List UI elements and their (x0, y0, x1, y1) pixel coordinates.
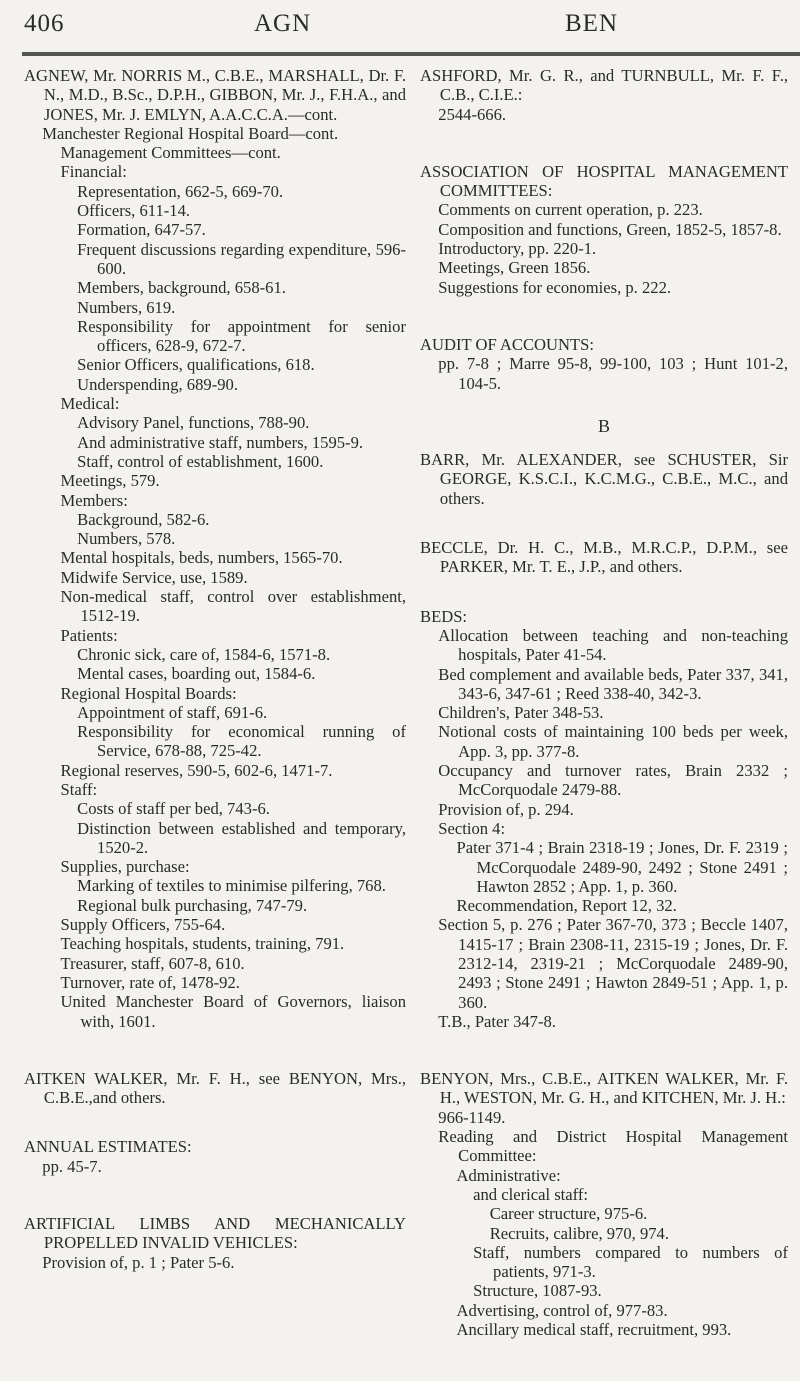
index-subentry: Medical: (60, 394, 120, 414)
index-heading: ARTIFICIAL LIMBS AND MECHANICALLY PROPELLED INVALID VEHICLES: (24, 1214, 406, 1253)
right-index-column (420, 66, 788, 1339)
index-subentry: Midwife Service, use, 1589. (60, 567, 248, 587)
header-rule (22, 52, 800, 56)
index-subentry: Chronic sick, care of, 1584-6, 1571-8. (77, 644, 331, 664)
index-subentry: Recommendation, Report 12, 32. (456, 896, 677, 916)
index-subentry: Numbers, 578. (77, 529, 176, 549)
index-subentry: Mental hospitals, beds, numbers, 1565-70. (60, 548, 343, 568)
index-subentry: Manchester Regional Hospital Board—cont. (42, 123, 339, 143)
index-subentry: Representation, 662-5, 669-70. (77, 181, 284, 201)
index-subentry: Supply Officers, 755-64. (60, 915, 226, 935)
page-number: 406 (24, 10, 65, 37)
index-subentry: Comments on current operation, p. 223. (438, 200, 703, 220)
index-subentry: Notional costs of maintaining 100 beds per week, App. 3, pp. 377-8. (438, 722, 788, 761)
index-heading: BECCLE, Dr. H. C., M.B., M.R.C.P., D.P.M., see PARKER, Mr. T. E., J.P., and others. (420, 538, 788, 577)
index-subentry: Treasurer, staff, 607-8, 610. (60, 953, 245, 973)
entry-spacer (420, 577, 788, 607)
right-guide-word: BEN (565, 10, 618, 37)
index-heading: BENYON, Mrs., C.B.E., AITKEN WALKER, Mr. F. H., WESTON, Mr. G. H., and KITCHEN, Mr. J. H.: (420, 1069, 788, 1108)
index-subentry: Frequent discussions regarding expenditure, 596-600. (77, 239, 406, 278)
index-subentry: Administrative: (456, 1165, 561, 1185)
index-subentry: Staff, numbers compared to numbers of patients, 971-3. (473, 1242, 788, 1282)
index-subentry: Senior Officers, qualifications, 618. (77, 355, 315, 375)
index-subentry: pp. 7-8 ; Marre 95-8, 99-100, 103 ; Hunt 101-2, 104-5. (438, 354, 788, 393)
left-guide-word: AGN (254, 10, 312, 37)
section-letter: B (597, 415, 610, 436)
index-subentry: Members, background, 658-61. (77, 278, 286, 298)
entry-spacer (420, 124, 788, 162)
index-heading: AITKEN WALKER, Mr. F. H., see BENYON, Mrs., C.B.E.,and others. (24, 1068, 406, 1108)
index-subentry: Ancillary medical staff, recruitment, 993. (456, 1320, 732, 1340)
index-subentry: Financial: (60, 162, 127, 182)
index-subentry: Responsibility for economical running of Service, 678-88, 725-42. (77, 722, 406, 761)
index-subentry: United Manchester Board of Governors, liaison with, 1601. (60, 992, 406, 1031)
index-subentry: Regional Hospital Boards: (60, 683, 237, 703)
index-heading: ASSOCIATION OF HOSPITAL MANAGEMENT COMMITTEES: (420, 161, 788, 201)
index-subentry: Occupancy and turnover rates, Brain 2332 ; McCorquodale 2479-88. (438, 761, 788, 800)
index-subentry: Composition and functions, Green, 1852-5, 1857-8. (438, 219, 782, 239)
index-subentry: Suggestions for economies, p. 222. (438, 277, 672, 297)
index-subentry: Meetings, 579. (60, 471, 160, 491)
index-subentry: Responsibility for appointment for senior officers, 628-9, 672-7. (77, 316, 406, 356)
index-subentry: 2544-666. (438, 104, 507, 124)
index-subentry: pp. 45-7. (42, 1156, 102, 1176)
index-heading: BARR, Mr. ALEXANDER, see SCHUSTER, Sir GEORGE, K.S.C.I., K.C.M.G., C.B.E., M.C., and others. (420, 450, 788, 508)
index-subentry: Children's, Pater 348-53. (438, 703, 604, 723)
index-subentry: Staff, control of establishment, 1600. (77, 451, 324, 471)
index-subentry: Section 5, p. 276 ; Pater 367-70, 373 ; Beccle 1407, 1415-17 ; Brain 2308-11, 2315-19 ; Jones, Dr. F. 2312-14, 2319-21 ; McCorquodale 2489-90, 2493 ; Stone 2491 ; Hawton 2849-51 ; App. 1, p. 360. (438, 915, 788, 1012)
index-subentry: Regional reserves, 590-5, 602-6, 1471-7. (60, 760, 333, 780)
index-subentry: Recruits, calibre, 970, 974. (489, 1223, 669, 1243)
index-subentry: Appointment of staff, 691-6. (77, 702, 268, 722)
index-subentry: Underspending, 689-90. (77, 374, 238, 394)
index-subentry: and clerical staff: (473, 1184, 588, 1204)
index-subentry: Turnover, rate of, 1478-92. (60, 972, 240, 992)
index-heading: ANNUAL ESTIMATES: (24, 1137, 192, 1157)
index-subentry: Advertising, control of, 977-83. (456, 1300, 668, 1320)
index-subentry: Career structure, 975-6. (489, 1204, 648, 1224)
index-subentry: 966-1149. (438, 1107, 506, 1127)
index-subentry: Reading and District Hospital Management Committee: (438, 1127, 788, 1166)
index-subentry: Regional bulk purchasing, 747-79. (77, 895, 308, 915)
entry-spacer (24, 1031, 406, 1069)
entry-spacer (420, 1031, 788, 1069)
index-subentry: Patients: (60, 625, 118, 645)
index-subentry: Meetings, Green 1856. (438, 258, 591, 278)
index-subentry: Provision of, p. 1 ; Pater 5-6. (42, 1252, 235, 1272)
index-subentry: Mental cases, boarding out, 1584-6. (77, 664, 316, 684)
index-subentry: Supplies, purchase: (60, 857, 190, 877)
entry-spacer (24, 1176, 406, 1214)
index-subentry: Officers, 611-14. (77, 201, 191, 221)
index-subentry: Distinction between established and temporary, 1520-2. (77, 818, 406, 857)
index-subentry: Marking of textiles to minimise pilfering, 768. (77, 876, 386, 896)
index-subentry: Introductory, pp. 220-1. (438, 239, 597, 259)
running-header (0, 10, 800, 50)
index-subentry: Structure, 1087-93. (473, 1281, 602, 1301)
entry-spacer (420, 297, 788, 335)
index-subentry: Advisory Panel, functions, 788-90. (77, 413, 310, 433)
index-subentry: Section 4: (438, 818, 506, 838)
index-heading: AUDIT OF ACCOUNTS: (420, 334, 594, 354)
index-subentry: Costs of staff per bed, 743-6. (77, 799, 270, 819)
index-subentry: And administrative staff, numbers, 1595-9. (77, 432, 364, 452)
index-subentry: Pater 371-4 ; Brain 2318-19 ; Jones, Dr. F. 2319 ; McCorquodale 2489-90, 2492 ; Stone 2491 ; Hawton 2852 ; App. 1, p. 360. (456, 838, 788, 896)
index-subentry: Numbers, 619. (77, 297, 176, 317)
index-subentry: Formation, 647-57. (77, 220, 206, 240)
index-subentry: Non-medical staff, control over establishment, 1512-19. (60, 587, 406, 626)
left-index-column (24, 66, 406, 1272)
index-subentry: Staff: (60, 779, 98, 799)
index-heading: ASHFORD, Mr. G. R., and TURNBULL, Mr. F. F., C.B., C.I.E.: (420, 66, 788, 105)
index-subentry: Background, 582-6. (77, 509, 210, 529)
entry-spacer (420, 508, 788, 538)
entry-spacer (24, 1107, 406, 1137)
index-subentry: T.B., Pater 347-8. (438, 1011, 556, 1031)
index-subentry: Teaching hospitals, students, training, 791. (60, 934, 345, 954)
index-heading: BEDS: (420, 606, 468, 626)
index-heading: AGNEW, Mr. NORRIS M., C.B.E., MARSHALL, Dr. F. N., M.D., B.Sc., D.P.H., GIBBON, Mr. J., F.H.A., and JONES, Mr. J. EMLYN, A.A.C.C.A.—cont. (24, 66, 406, 124)
index-subentry: Management Committees—cont. (60, 143, 281, 163)
index-subentry: Provision of, p. 294. (438, 799, 574, 819)
index-subentry: Members: (60, 490, 128, 510)
index-subentry: Allocation between teaching and non-teaching hospitals, Pater 41-54. (438, 625, 788, 665)
index-subentry: Bed complement and available beds, Pater 337, 341, 343-6, 347-61 ; Reed 338-40, 342-3. (438, 664, 788, 703)
